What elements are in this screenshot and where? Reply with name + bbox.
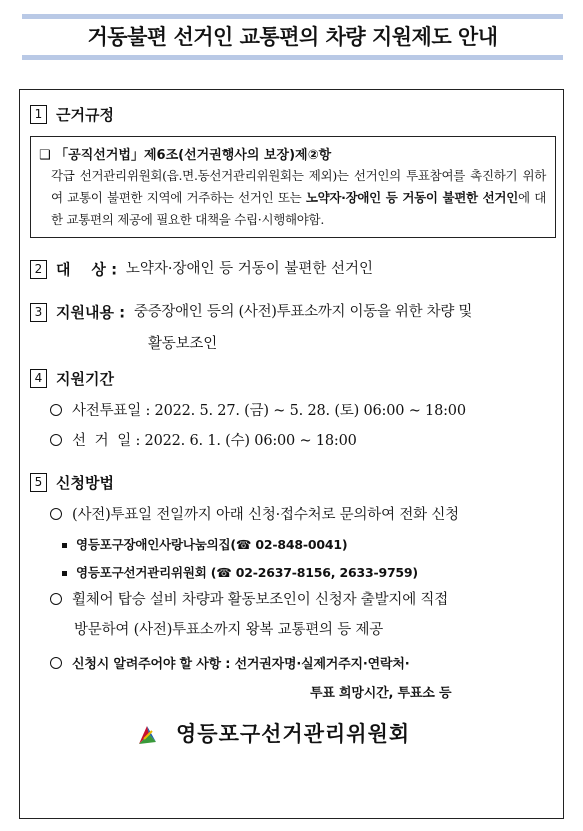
circle-bullet-icon	[50, 434, 62, 446]
section-heading: 근거규정	[56, 106, 114, 124]
list-item	[50, 503, 459, 524]
contact-item	[62, 563, 418, 581]
section-heading: 신청방법	[56, 474, 114, 492]
commission-logo-icon	[134, 722, 160, 748]
title-top-rule	[22, 14, 563, 19]
application-phone: (사전)투표일 전일까지 아래 신청·접수처로 문의하여 전화 신청	[72, 507, 459, 523]
contact-text: 영등포구장애인사랑나눔의집(☎ 02-848-0041)	[76, 537, 348, 552]
period-early-voting: 사전투표일 : 2022. 5. 27. (금) ~ 5. 28. (토) 06:00 ~ 18:00	[72, 403, 466, 419]
contact-item	[62, 535, 347, 553]
title-bottom-rule	[22, 55, 563, 60]
service-text: 휠체어 탑승 설비 차량과 활동보조인이 신청자 출발지에 직접	[72, 592, 449, 608]
section-period	[30, 368, 114, 389]
required-info-continued: 투표 희망시간, 투표소 등	[310, 686, 452, 701]
title-banner	[22, 6, 563, 66]
page-title: 거동불편 선거인 교통편의 차량 지원제도 안내	[87, 25, 498, 49]
section-label: 지원내용 :	[56, 303, 126, 322]
section-number: 1	[30, 105, 47, 124]
law-text	[51, 165, 546, 231]
list-item	[50, 399, 466, 420]
section-legal-basis	[30, 104, 114, 125]
section-number: 4	[30, 369, 47, 388]
service-text-continued: 방문하여 (사전)투표소까지 왕복 교통편의 등 제공	[74, 622, 384, 638]
law-title: ❑ 「공직선거법」제6조(선거권행사의 보장)제②항	[39, 148, 332, 163]
section-heading: 지원기간	[56, 370, 114, 388]
square-bullet-icon	[62, 543, 67, 548]
list-item	[50, 588, 448, 609]
section-support-content	[30, 300, 472, 323]
section-number: 5	[30, 473, 47, 492]
section-text-continued: 활동보조인	[148, 336, 218, 352]
section-number: 2	[30, 260, 47, 279]
law-text-part: 에 대한 교통편의 제공에 필요한 대책을 수립·시행해야함.	[51, 190, 546, 227]
law-text-part: 각급 선거관리위원회(읍.면.동선거관리위원회는 제외)는 선거인의 투표참여를 촉진하기 위하여 교통이 불편한 지역에 거주하는 선거인 또는	[51, 168, 546, 205]
contact-text: 영등포구선거관리위원회 (☎ 02-2637-8156, 2633-9759)	[76, 565, 418, 580]
circle-bullet-icon	[50, 593, 62, 605]
list-item	[50, 429, 357, 450]
section-text: 중증장애인 등의 (사전)투표소까지 이동을 위한 차량 및	[133, 304, 473, 320]
law-text-bold: 노약자·장애인 등 거동이 불편한 선거인	[305, 190, 518, 205]
section-application	[30, 472, 114, 493]
required-info: 신청시 알려주어야 할 사항 : 선거권자명·실제거주지·연락처·	[72, 657, 410, 672]
law-box	[30, 136, 556, 238]
period-election-day: 선 거 일 : 2022. 6. 1. (수) 06:00 ~ 18:00	[72, 433, 357, 449]
circle-bullet-icon	[50, 508, 62, 520]
square-bullet-icon	[62, 571, 67, 576]
circle-bullet-icon	[50, 657, 62, 669]
section-text: 노약자·장애인 등 거동이 불편한 선거인	[125, 261, 374, 277]
footer-organization: 영등포구선거관리위원회	[176, 721, 411, 746]
list-item	[50, 653, 409, 672]
section-target	[30, 257, 373, 280]
section-label: 대 상 :	[56, 260, 118, 279]
circle-bullet-icon	[50, 404, 62, 416]
section-number: 3	[30, 303, 47, 322]
